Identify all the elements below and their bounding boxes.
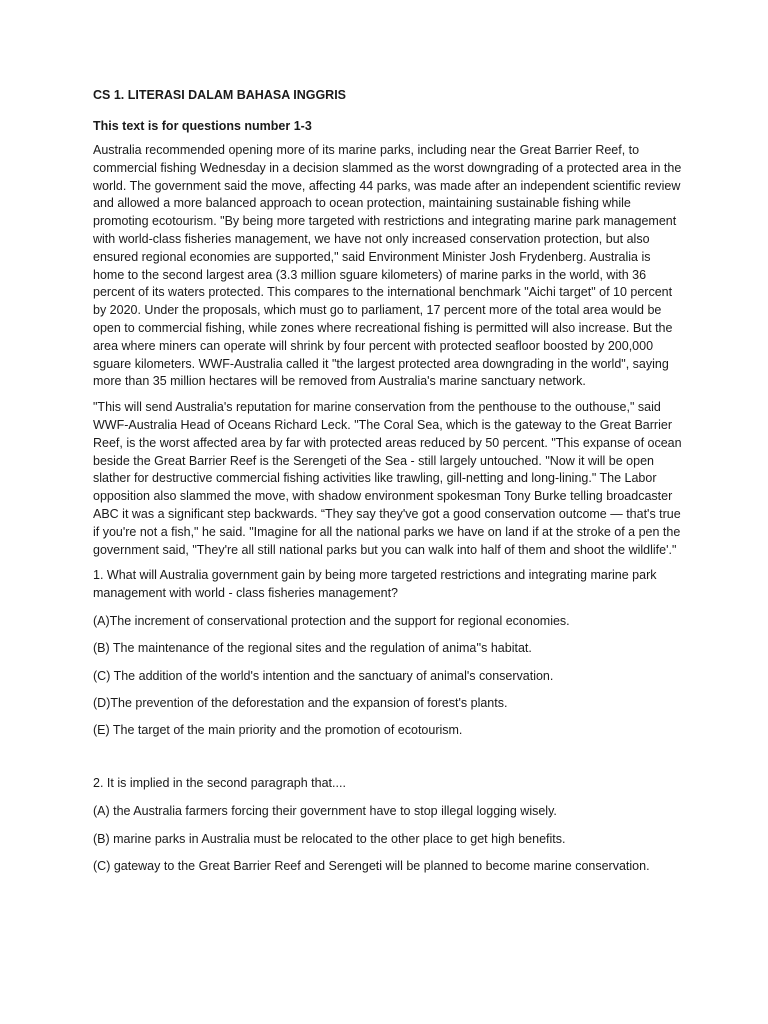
question-1-option-c: (C) The addition of the world's intention and the sanctuary of animal's conservation. [93,668,554,683]
question-2-option-a: (A) the Australia farmers forcing their government have to stop illegal logging wisely. [93,804,557,819]
question-1-option-d: (D)The prevention of the deforestation and the expansion of forest's plants. [93,695,508,710]
reading-paragraph-2: "This will send Australia's reputation for marine conservation from the penthouse to the outhouse," said WWF-Australia Head of Oceans Richard Leck. "The Coral Sea, which is the gateway to the Great Barrier Reef, is the worst affected area by far with protected areas reduced by 50 percent. "This expanse of ocean beside the Great Barrier Reef is the Serengeti of the Sea - still largely untouched. "Now it will be open slather for destructive commercial fishing activities like trawling, gill-netting and long-lining." The Labor opposition also slammed the move, with shadow environment spokesman Tony Burke telling broadcaster ABC it was a significant step backwards. “They say they've got a good conservation outcome — that's true if you're not a fish," he said. "Imagine for all the national parks we have on land if at the stroke of a pen the government said, "They're all still national parks but you can walk into half of them and shoot the wildlife'." [93,400,682,557]
question-1-option-b: (B) The maintenance of the regional sites and the regulation of anima''s habitat. [93,641,532,656]
question-2: 2. It is implied in the second paragraph that.... [93,776,346,791]
question-1-option-a: (A)The increment of conservational protection and the support for regional economies. [93,613,570,628]
section-subheading: This text is for questions number 1-3 [93,119,312,133]
question-1: 1. What will Australia government gain by being more targeted restrictions and integrating marine park management with world - class fisheries management? [93,568,657,601]
document-heading: CS 1. LITERASI DALAM BAHASA INGGRIS [93,88,347,102]
reading-paragraph-1: Australia recommended opening more of its marine parks, including near the Great Barrier Reef, to commercial fishing Wednesday in a decision slammed as the worst downgrading of a protected area in the world. The government said the move, affecting 44 parks, was made after an independent scientific review and allowed a more balanced approach to ocean protection, maintaining sustainable fishing while promoting ecotourism. "By being more targeted with restrictions and integrating marine park management with world-class fisheries management, we have not only increased conservation protection, but also ensured regional economies are supported," said Environment Minister Josh Frydenberg. Australia is home to the second largest area (3.3 million sguare kilometers) of marine parks in the world, with 36 percent of its waters protected. This compares to the international benchmark "Aichi target" of 10 percent by 2020. Under the proposals, which must go to parliament, 17 percent more of the total area would be open to commercial fishing, while zones where recreational fishing is permitted will also increase. But the area where miners can operate will shrink by four percent with protected seafloor boosted by 200,000 sguare kilometers. WWF-Australia called it "the largest protected area downgrading in the world", saying more than 35 million hectares will be removed from Australia's marine sanctuary network. [93,143,682,389]
document-page [93,86,683,885]
spacer [93,749,683,775]
question-1-option-e: (E) The target of the main priority and the promotion of ecotourism. [93,723,463,738]
question-2-option-c: (C) gateway to the Great Barrier Reef and Serengeti will be planned to become marine conservation. [93,858,650,873]
question-2-option-b: (B) marine parks in Australia must be relocated to the other place to get high benefits. [93,831,566,846]
